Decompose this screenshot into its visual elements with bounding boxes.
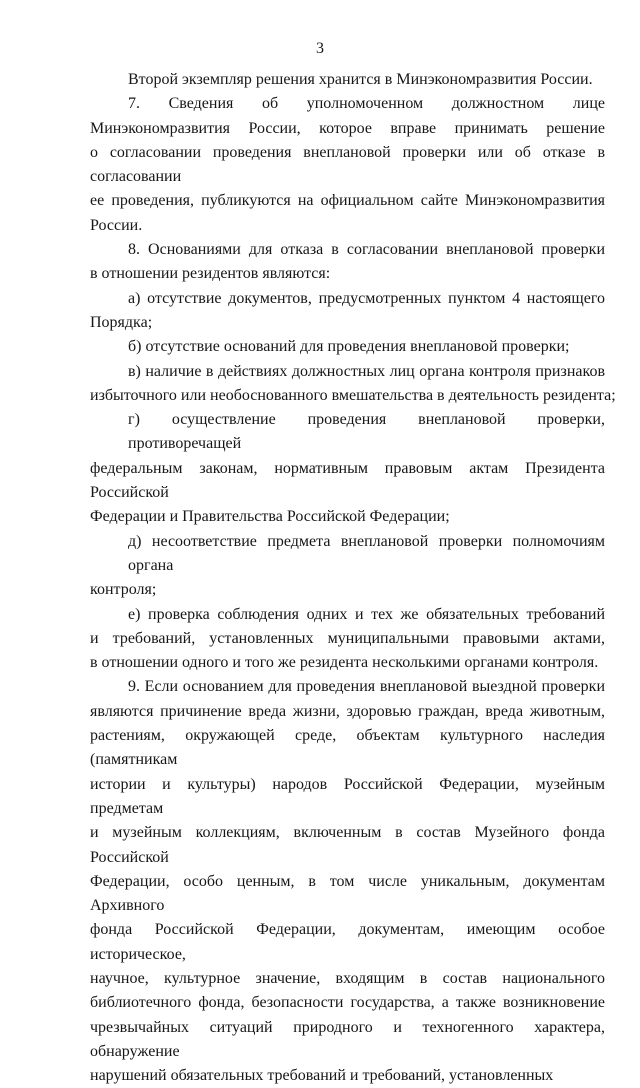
paragraph — [90, 238, 605, 287]
text-line: растениям, окружающей среде, объектам культурного наследия (памятникам — [90, 727, 605, 769]
paragraph — [90, 92, 605, 238]
paragraph — [90, 335, 605, 359]
text-line: Федерации, особо ценным, в том числе уникальным, документам Архивного — [90, 872, 605, 915]
text-line: 9. Если основанием для проведения внеплановой выездной проверки — [128, 678, 605, 696]
text-line: чрезвычайных ситуаций природного и техногенного характера, обнаружение — [90, 1018, 605, 1060]
text-line: библиотечного фонда, безопасности государства, а также возникновение — [90, 994, 605, 1012]
document-body — [90, 68, 616, 1088]
text-line: научное, культурное значение, входящим в состав национального — [90, 969, 605, 987]
paragraph — [90, 603, 605, 676]
text-line: Второй экземпляр решения хранится в Минэкономразвития России. — [128, 71, 593, 88]
text-line: истории и культуры) народов Российской Федерации, музейным предметам — [90, 775, 605, 817]
text-line: ее проведения, публикуются на официальном сайте Минэкономразвития — [90, 192, 605, 210]
paragraph — [90, 360, 616, 409]
text-line: б) отсутствие оснований для проведения внеплановой проверки; — [128, 338, 570, 356]
text-line: федеральным законам, нормативным правовым актам Президента Российской — [90, 459, 605, 502]
text-line: 8. Основаниями для отказа в согласовании внеплановой проверки — [128, 241, 605, 259]
text-line: Федерации и Правительства Российской Федерации; — [90, 508, 450, 526]
paragraph — [90, 530, 605, 603]
text-line: Минэкономразвития России, которое вправе принимать решение — [90, 119, 605, 137]
paragraph — [90, 675, 605, 1088]
text-line: и требований, установленных муниципальными правовыми актами, — [90, 629, 605, 647]
text-line: являются причинение вреда жизни, здоровью граждан, вреда животным, — [90, 702, 605, 720]
text-line: а) отсутствие документов, предусмотренных пунктом 4 настоящего — [128, 289, 605, 307]
text-line: 7. Сведения об уполномоченном должностном лице — [128, 95, 605, 113]
text-line: е) проверка соблюдения одних и тех же обязательных требований — [128, 605, 605, 623]
text-line: в) наличие в действиях должностных лиц органа контроля признаков — [128, 362, 605, 380]
text-line: д) несоответствие предмета внеплановой проверки полномочиям органа — [128, 532, 605, 574]
text-line: в отношении одного и того же резидента несколькими органами контроля. — [90, 654, 599, 672]
text-line: фонда Российской Федерации, документам, имеющим особое историческое, — [90, 921, 605, 963]
text-line: о согласовании проведения внеплановой проверки или об отказе в согласовании — [90, 143, 605, 186]
paragraph — [90, 408, 605, 529]
paragraph — [90, 287, 605, 336]
text-line: в отношении резидентов являются: — [90, 265, 331, 283]
text-line: контроля; — [90, 581, 157, 599]
paragraph — [90, 68, 605, 92]
page-number: 3 — [316, 40, 324, 57]
text-line: г) осуществление проведения внеплановой проверки, противоречащей — [128, 411, 605, 453]
text-line: нарушений обязательных требований и требований, установленных — [90, 1067, 554, 1085]
text-line: и музейным коллекциям, включенным в состав Музейного фонда Российской — [90, 824, 605, 866]
text-line: избыточного или необоснованного вмешательства в деятельность резидента; — [90, 386, 616, 404]
text-line: Порядка; — [90, 313, 153, 331]
text-line: России. — [90, 216, 143, 234]
